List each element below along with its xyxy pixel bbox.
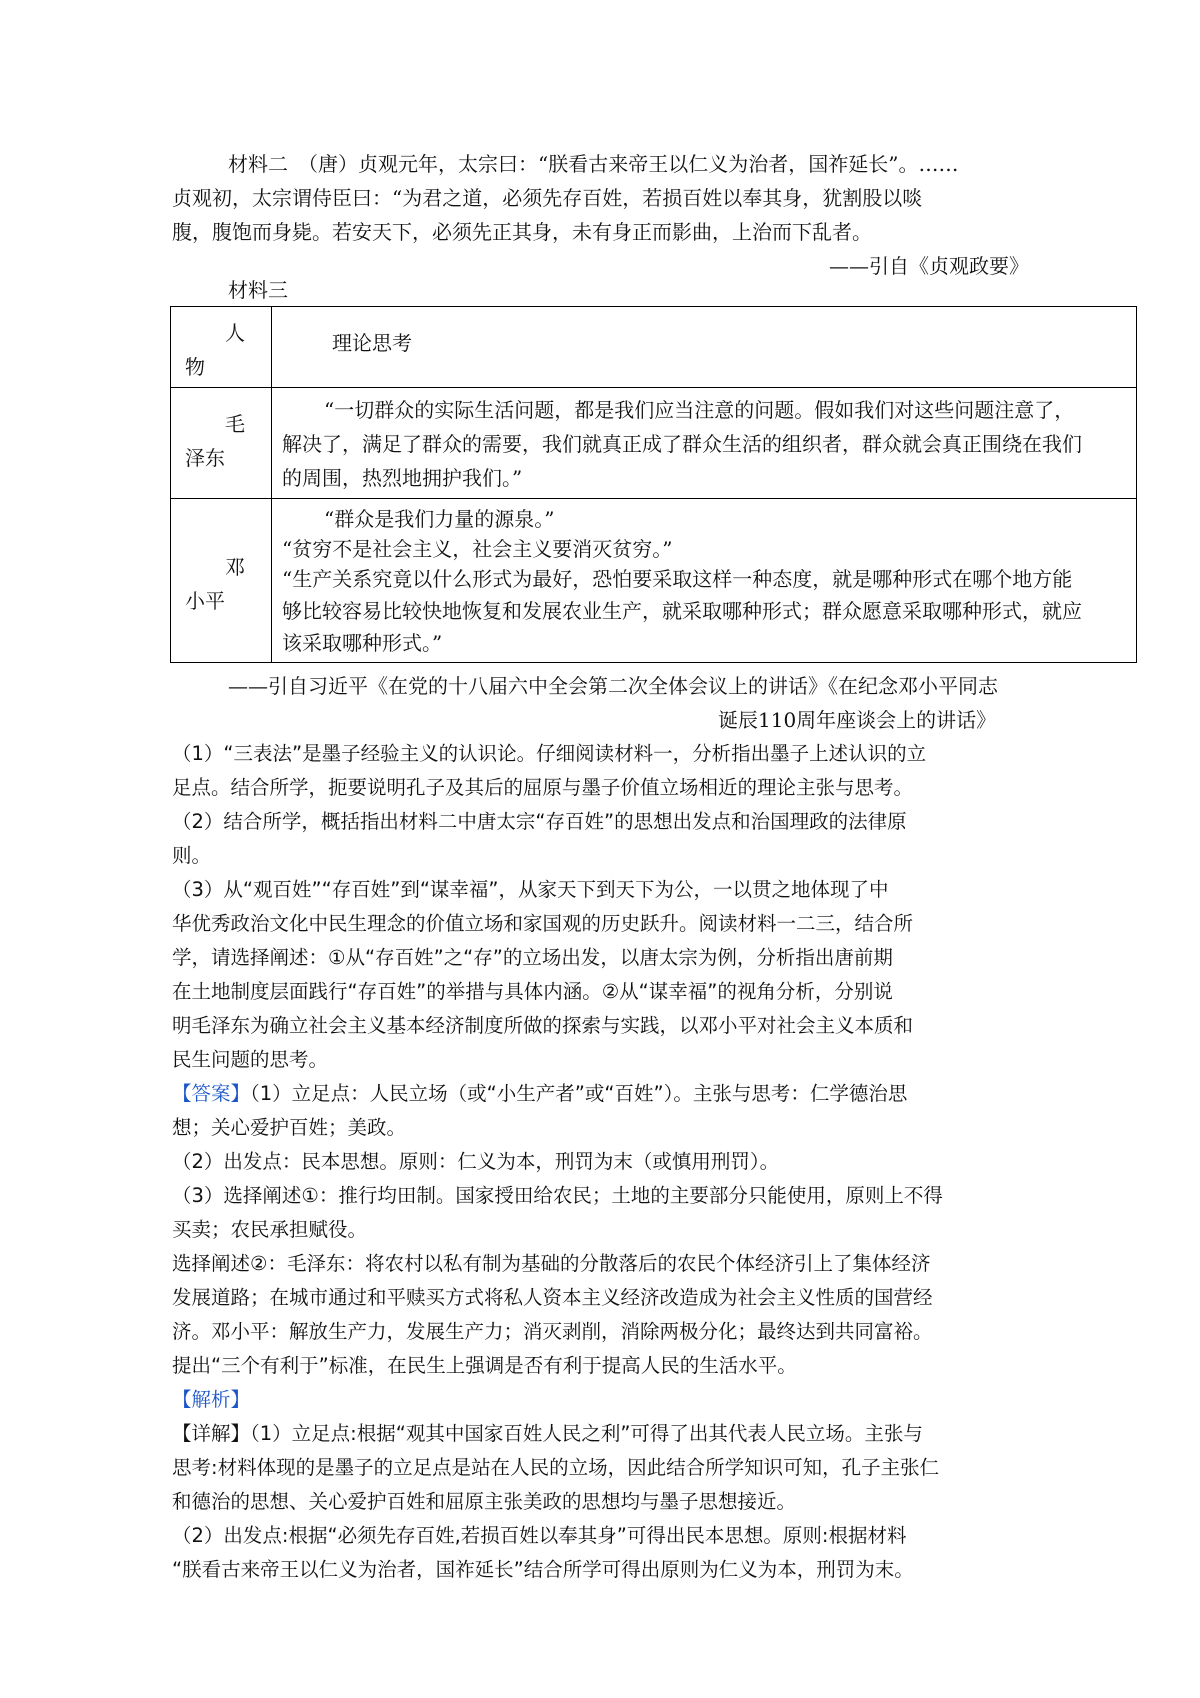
material3-source-2: 诞辰110周年座谈会上的讲话》: [718, 708, 997, 732]
analysis-line-2: 思考:材料体现的是墨子的立足点是站在人民的立场，因此结合所学知识可知，孔子主张仁: [172, 1456, 940, 1479]
deng-name-a: 邓: [225, 555, 245, 579]
question-line-10: 民生问题的思考。: [172, 1048, 329, 1071]
answer-line-2: 想；关心爱护百姓；美政。: [172, 1116, 407, 1139]
deng-line-4: 够比较容易比较快地恢复和发展农业生产，就采取哪种形式；群众愿意采取哪种形式，就应: [282, 599, 1082, 623]
question-line-4: 则。: [172, 844, 212, 867]
analysis-line-3: 和德治的思想、关心爱护百姓和屈原主张美政的思想均与墨子思想接近。: [172, 1490, 797, 1513]
table-header-row: [171, 307, 1137, 388]
deng-line-1: “群众是我们力量的源泉。”: [324, 507, 555, 531]
mao-line-2: 解决了，满足了群众的需要，我们就真正成了群众生活的组织者，群众就会真正围绕在我们: [282, 432, 1082, 456]
analysis-line-1: 【详解】（1）立足点:根据“观其中国家百姓人民之利”可得了出其代表人民立场。主张与: [172, 1422, 923, 1445]
material2-line2: 贞观初，太宗谓侍臣曰：“为君之道，必须先存百姓，若损百姓以奉其身，犹割股以啖: [172, 186, 923, 210]
mao-name-cell: [171, 388, 272, 499]
deng-name-b: 小平: [185, 589, 225, 613]
deng-line-5: 该采取哪种形式。”: [282, 631, 443, 655]
deng-thought-cell: [272, 499, 1137, 663]
question-line-7: 学，请选择阐述：①从“存百姓”之“存”的立场出发，以唐太宗为例，分析指出唐前期: [172, 946, 893, 969]
answer-first-line: [172, 1080, 907, 1108]
table-row-mao: [171, 388, 1137, 499]
header-thought: 理论思考: [332, 331, 412, 355]
mao-name-a: 毛: [225, 412, 245, 436]
answer-tag: 【答案】: [172, 1082, 251, 1105]
analysis-line-5: “朕看古来帝王以仁义为治者，国祚延长”结合所学可得出原则为仁义为本，刑罚为末。: [172, 1558, 914, 1581]
deng-line-2: “贫穷不是社会主义，社会主义要消灭贫穷。”: [282, 537, 673, 561]
question-line-9: 明毛泽东为确立社会主义基本经济制度所做的探索与实践，以邓小平对社会主义本质和: [172, 1014, 914, 1037]
answer-line-3: （2）出发点：民本思想。原则：仁义为本，刑罚为末（或慎用刑罚）。: [172, 1150, 780, 1173]
answer-line-5: 买卖；农民承担赋役。: [172, 1218, 368, 1241]
analysis-line-4: （2）出发点:根据“必须先存百姓,若损百姓以奉其身”可得出民本思想。原则:根据材料: [172, 1524, 907, 1547]
mao-line-3: 的周围，热烈地拥护我们。”: [282, 466, 523, 490]
material2-source: ——引自《贞观政要》: [829, 254, 1029, 278]
header-person-a: 人: [225, 321, 245, 345]
material2-line1: 材料二 （唐）贞观元年，太宗曰：“朕看古来帝王以仁义为治者，国祚延长”。……: [228, 152, 959, 176]
material3-label: 材料三: [228, 278, 288, 302]
question-line-2: 足点。结合所学，扼要说明孔子及其后的屈原与墨子价值立场相近的理论主张与思考。: [172, 776, 914, 799]
header-thought-cell: [272, 307, 1137, 388]
question-line-8: 在土地制度层面践行“存百姓”的举措与具体内涵。②从“谋幸福”的视角分析，分别说: [172, 980, 893, 1003]
answer-line-4: （3）选择阐述①：推行均田制。国家授田给农民；土地的主要部分只能使用，原则上不得: [172, 1184, 943, 1207]
deng-line-3: “生产关系究竟以什么形式为最好，恐怕要采取这样一种态度，就是哪种形式在哪个地方能: [282, 567, 1073, 591]
table-row-deng: [171, 499, 1137, 663]
header-person-b: 物: [185, 355, 205, 379]
material3-source-1: ——引自习近平《在党的十八届六中全会第二次全体会议上的讲话》《在纪念邓小平同志: [228, 674, 998, 698]
question-line-1: （1）“三表法”是墨子经验主义的认识论。仔细阅读材料一，分析指出墨子上述认识的立: [172, 742, 927, 765]
question-line-5: （3）从“观百姓”“存百姓”到“谋幸福”，从家天下到天下为公，一以贯之地体现了中: [172, 878, 889, 901]
answer-line-7: 发展道路；在城市通过和平赎买方式将私人资本主义经济改造成为社会主义性质的国营经: [172, 1286, 933, 1309]
answer-line-8: 济。邓小平：解放生产力，发展生产力；消灭剥削，消除两极分化；最终达到共同富裕。: [172, 1320, 933, 1343]
material3-table: [170, 306, 1137, 663]
mao-name-b: 泽东: [185, 446, 225, 470]
mao-thought-cell: [272, 388, 1137, 499]
material2-line3: 腹，腹饱而身毙。若安天下，必须先正其身，未有身正而影曲，上治而下乱者。: [172, 220, 872, 244]
answer-line-6: 选择阐述②：毛泽东：将农村以私有制为基础的分散落后的农民个体经济引上了集体经济: [172, 1252, 931, 1275]
answer-line-1: （1）立足点：人民立场（或“小生产者”或“百姓”）。主张与思考：仁学德治思: [250, 1082, 908, 1105]
answer-line-9: 提出“三个有利于”标准，在民生上强调是否有利于提高人民的生活水平。: [172, 1354, 797, 1377]
question-line-3: （2）结合所学，概括指出材料二中唐太宗“存百姓”的思想出发点和治国理政的法律原: [172, 810, 907, 833]
deng-name-cell: [171, 499, 272, 663]
mao-line-1: “一切群众的实际生活问题，都是我们应当注意的问题。假如我们对这些问题注意了，: [324, 398, 1075, 422]
header-person-cell: [171, 307, 272, 388]
question-line-6: 华优秀政治文化中民生理念的价值立场和家国观的历史跃升。阅读材料一二三，结合所: [172, 912, 914, 935]
analysis-tag: 【解析】: [172, 1388, 251, 1411]
